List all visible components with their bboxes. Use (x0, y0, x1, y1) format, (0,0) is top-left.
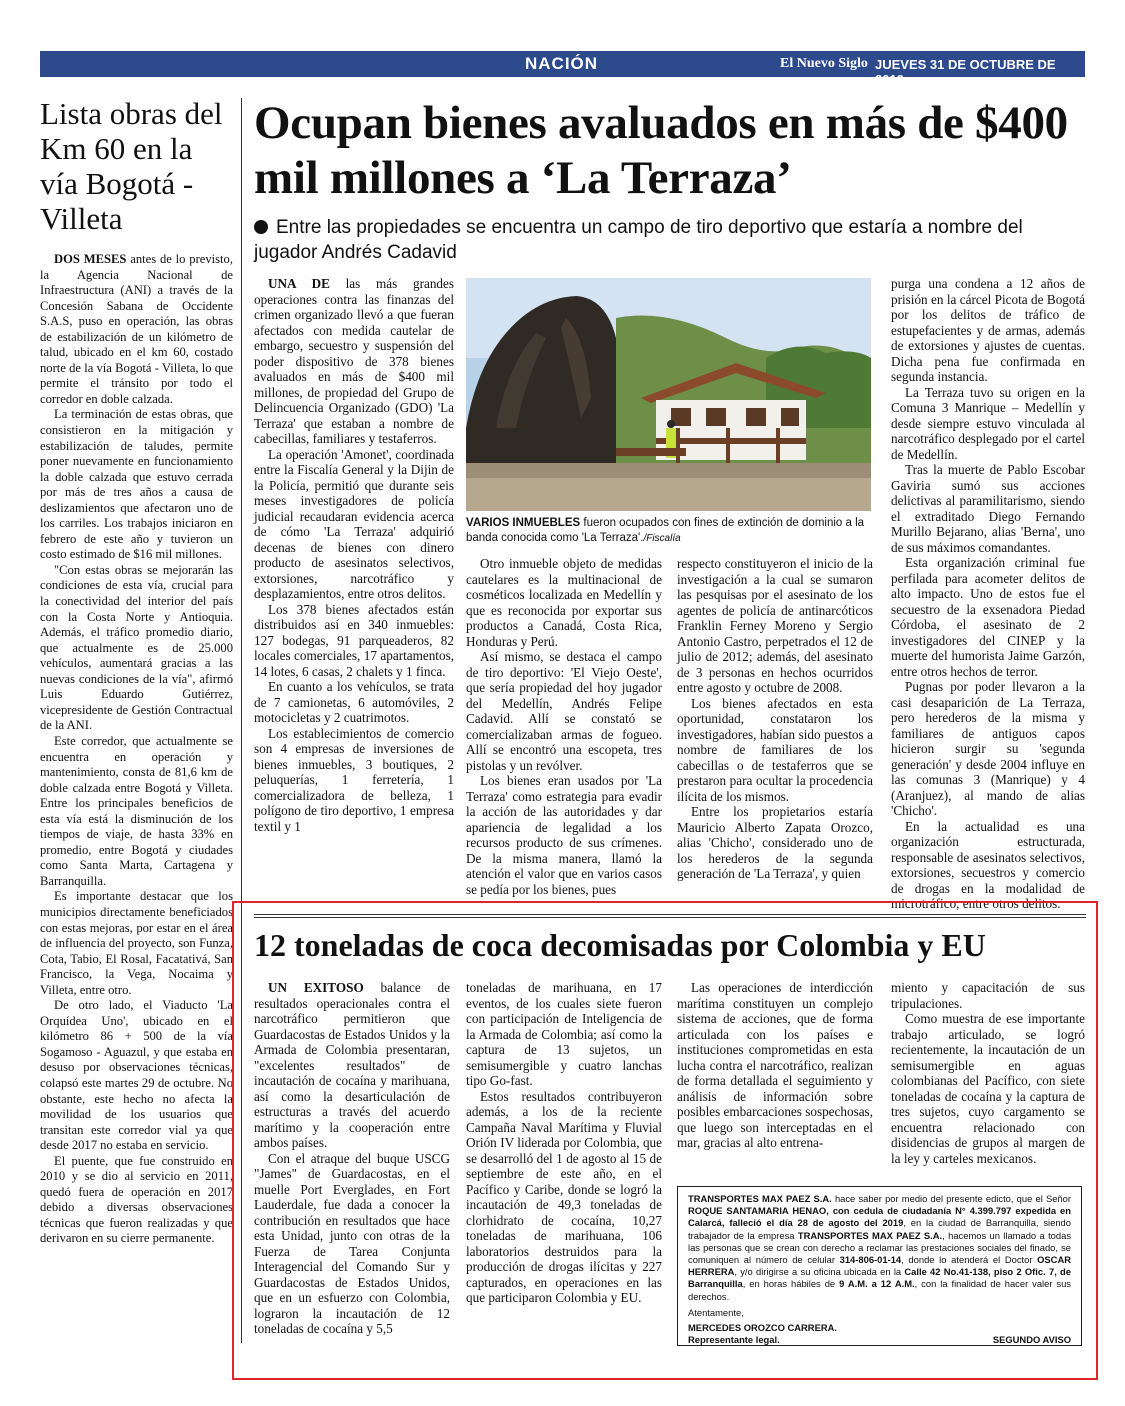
main-column-3 (677, 556, 873, 882)
bullet-icon (254, 220, 268, 234)
sidebar-paragraph: El puente, que fue construido en 2010 y se dio al servicio en 2011, quedó fuera de operación en 2017 debido a diversas observaciones técnicas que fueron realizadas y que derivaron en su cierre permanente. (40, 1153, 233, 1246)
main-lead: UNA DE (268, 276, 330, 291)
photo-caption (466, 516, 871, 546)
main-paragraph: La Terraza tuvo su origen en la Comuna 3 Manrique – Medellín y desde siempre estuvo vinculada al narcotráfico desplegado por el cartel de Medellín. (891, 384, 1085, 462)
bottom-column-4 (891, 980, 1085, 1166)
main-paragraph: La operación 'Amonet', coordinada entre la Fiscalía General y la Dijin de la Policía, permitió que durante seis meses investigadores de policía judicial recaudaran evidencia acerca de cómo 'La Terraza' adquirió decenas de bienes con dinero producto de asesinatos selectivos, extorsiones, narcotráfico y desplazamientos, entre otros delitos. (254, 446, 454, 601)
main-paragraph: purga una condena a 12 años de prisión en la cárcel Picota de Bogotá por los delitos de tráfico de estupefacientes y de armas, además de extorsiones y ajustes de cuentas. Dicha pena fue confirmada en segunda instancia. (891, 276, 1085, 384)
main-paragraph: Los bienes afectados en esta oportunidad, constataron los investigadores, habían sido puestos a nombre de familiares de los cabecillas o de testaferros que se prestaron para ocultar la procedencia ilícita de los mismos. (677, 695, 873, 804)
notice-person: ROQUE SANTAMARIA HENAO (688, 1205, 827, 1217)
article-photo (466, 278, 871, 511)
notice-text: , hacemos un llamado a todas las personas que se crean con derecho a reclamar las prestaciones sociales del finado, se comuniquen al número de celular (688, 1229, 1072, 1266)
house-rock-photo (466, 278, 871, 511)
section-name: NACIÓN (525, 54, 599, 73)
notice-footer (688, 1334, 1071, 1346)
publication-name: El Nuevo Siglo (780, 56, 868, 71)
sidebar-paragraph: antes de lo previsto, la Agencia Nacional de Infraestructura (ANI) a través de la Concesión Sabana de Occidente S.A.S, puso en operación, las obras de estabilización de un kilómetro de talud, ubicado en el km 60, costado norte de la vía Bogotá - Villeta, lo que permite el tránsito por todo el corredor en doble calzada. (40, 252, 233, 406)
notice-text: , en la ciudad de Barranquilla, siendo trabajador de la empresa (688, 1217, 1071, 1241)
main-paragraph: Los establecimientos de comercio son 4 empresas de inversiones de bienes inmuebles, 3 boutiques, 2 peluquerías, 1 ferretería, 1 comercializadora de belleza, 1 polígono de tiro deportivo, 1 empresa textil y 1 (254, 725, 454, 834)
bottom-paragraph: balance de resultados operacionales contra el narcotráfico permitieron que Guardacostas de Estados Unidos y la Armada de Colombia presentaran, "excelentes resultados" de incautación de cocaína y marihuana, así como la desarticulación de estructuras a través del acuerdo marítimo y la cooperación entre ambos países. (254, 980, 451, 1150)
notice-text: , con la finalidad de hacer valer sus derechos. (688, 1278, 1071, 1302)
main-paragraph: Los 378 bienes afectados están distribuidos así en 340 inmuebles: 127 bodegas, 91 parqueaderos, 82 locales comerciales, 17 apartamentos, 14 lotes, 6 casas, 2 chalets y 1 finca. (254, 601, 454, 679)
main-column-4 (891, 276, 1085, 912)
bottom-column-1 (254, 980, 450, 1337)
main-paragraph: las más grandes operaciones contra las finanzas del crimen organizado llevó a que fueran afectados con medida cautelar de embargo, secuestro y suspensión del poder dispositivo de 378 bienes avaluados en más de $400 mil millones, de propiedad del Grupo de Delincuencia Organizado (GDO) 'La Terraza' que estaban a nombre de cabecillas, familiares y testaferros. (254, 276, 455, 446)
photo-credit: /Fiscalía (643, 533, 681, 544)
caption-lead: VARIOS INMUEBLES (466, 517, 581, 529)
main-paragraph: respecto constituyeron el inicio de la investigación a la cual se sumaron las pesquisas por el asesinato de los agentes de policía de antinarcóticos Franklin Ferney Moreno y Sergio Antonio Castro, perpetrados el 12 de julio de 2012; además, del asesinato de 3 personas en hechos ocurridos entre agosto y octubre de 2008. (677, 556, 873, 695)
bottom-column-3 (677, 980, 873, 1151)
bottom-paragraph: miento y capacitación de sus tripulaciones. (891, 980, 1085, 1011)
notice-company: TRANSPORTES MAX PAEZ S.A. (797, 1229, 943, 1241)
main-column-1 (254, 276, 454, 834)
notice-address: Calle 42 No.41-138, piso 2 Ofic. 7, de Barranquilla (688, 1266, 1071, 1290)
bottom-lead: UN EXITOSO (268, 980, 364, 995)
main-paragraph: Entre los propietarios estaría Mauricio Alberto Zapata Orozco, alias 'Chicho', considerado uno de los herederos de la segunda generación de 'La Terraza', y quien (677, 804, 873, 881)
sidebar-paragraph: Este corredor, que actualmente se encuentra en operación y mantenimiento, consta de 81,6 km de doble calzada entre Bogotá y Villeta. Entre los principales beneficios de esta vía está la disminución de los tiempos de viaje, de hasta 33% en promedio, entre Bogotá y ciudades como Santa Marta, Cartagena y Barranquilla. (40, 733, 233, 888)
notice-phone: 314-806-01-14 (839, 1254, 902, 1266)
bottom-paragraph: Con el atraque del buque USCG "James" de Guardacostas, en el muelle Port Everglades, en Fort Lauderdale, fue dada a conocer la contribución en resultados que hace esta Unidad, junto con otras de la Fuerza de Tarea Conjunta Interagencial del Comando Sur y Guardacostas de Estados Unidos, que en un esfuerzo con Colombia, lograron la incautación de 12 toneladas de cocaína y 5,5 (254, 1150, 450, 1336)
main-paragraph: Esta organización criminal fue perfilada para acometer delitos de alto impacto. Uno de estos fue el secuestro de la exsenadora Piedad Córdoba, el asesinato de 2 investigadores del CINEP y la muerte del humorista Jaime Garzón, entre otros hechos de terror. (891, 555, 1085, 679)
main-paragraph: Los bienes eran usados por 'La Terraza' como estrategia para evadir la acción de las autoridades y dar apariencia de legalidad a los recursos producto de sus crímenes. De la misma manera, llamó la atención el valor que en varios casos se pedía por los bienes, pues (466, 773, 662, 897)
notice-text: , donde lo atenderá el Doctor (901, 1254, 1033, 1266)
main-paragraph: Pugnas por poder llevaron a la casi desaparición de La Terraza, pero herederos de la misma y familiares de antiguos capos hicieron surgir su 'segunda generación' y desde 2004 influye en las comunas 3 (Manrique) y 4 (Aranjuez), al mando de alias 'Chicho'. (891, 679, 1085, 818)
signer-name: MERCEDES OROZCO CARRERA. (688, 1322, 837, 1334)
sidebar-paragraph: De otro lado, el Viaducto 'La Orquídea Uno', ubicado en el kilómetro 86 + 500 de la vía Sogamoso - Aguazul, y que estaba en desuso por observaciones técnicas, colapsó este martes 29 de octubre. No obstante, este hecho no afecta la movilidad de los usuarios que transitan este corredor vial ya que desde 2017 no estaba en servicio. (40, 998, 233, 1153)
caption-text: fueron ocupados con fines de extinción de dominio a la banda conocida como 'La Terraza'. (466, 517, 865, 544)
main-paragraph: Tras la muerte de Pablo Escobar Gaviria sumó sus acciones delictivas al paramilitarismo, siendo el extraditado Diego Fernando Murillo Bejarano, alias 'Berna', uno de sus máximos comandantes. (891, 462, 1085, 555)
main-paragraph: En cuanto a los vehículos, se trata de 7 camionetas, 6 automóviles, 2 motocicletas y 2 cuatrimotos. (254, 679, 454, 725)
main-paragraph: Otro inmueble objeto de medidas cautelares es la multinacional de cosméticos localizada en Medellín y que es reconocida por exportar sus productos a Canadá, Costa Rica, Honduras y Perú. (466, 556, 662, 649)
notice-company: TRANSPORTES MAX PAEZ S.A. (688, 1193, 832, 1204)
notice-hours: 9 A.M. a 12 A.M. (839, 1278, 915, 1290)
page-number: 9B (1092, 54, 1114, 73)
notice-text: , y/o dirigirse a su oficina ubicada en la (734, 1266, 902, 1278)
bottom-column-2 (466, 980, 662, 1306)
bottom-paragraph: Estos resultados contribuyeron además, a los de la reciente Campaña Naval Marítima y Fluvial Orión IV liderada por Colombia, que se desarrolló del 1 de agosto al 15 de septiembre de este año, en el Pacífico y Caribe, donde se logró la incautación de 49,3 toneladas de clorhidrato de cocaína, 10,27 toneladas de marihuana, 106 laboratorios destruidos para la producción de drogas ilícitas y 227 capturados, en operaciones en las que participaron Colombia y EU. (466, 1088, 662, 1305)
notice-closing: Atentamente, (688, 1306, 744, 1318)
notice-signer (688, 1322, 1071, 1334)
sidebar-lead: DOS MESES (54, 252, 127, 266)
main-paragraph: Así mismo, se destaca el campo de tiro deportivo: 'El Viejo Oeste', que sería propiedad del hoy jugador del Medellín, Andrés Felipe Cadavid. Allí se constató se comercializaban armas de fogueo. Allí se encontró una escopeta, tres pistolas y un revólver. (466, 649, 662, 773)
page-header-bar (40, 51, 1114, 87)
signer-role: Representante legal. (688, 1334, 780, 1346)
main-headline: Ocupan bienes avaluados en más de $400 mil millones a ‘La Terraza’ (254, 97, 1068, 204)
bottom-paragraph: toneladas de marihuana, en 17 eventos, de los cuales siete fueron con participación de Inteligencia de la Armada de Colombia; así como la captura de 13 sujetos, un semisumergible y cuatro lanchas tipo Go-fast. (466, 980, 662, 1088)
notice-text: , en horas hábiles de (742, 1278, 836, 1290)
notice-text: hace saber por medio del presente edicto, que el Señor (834, 1193, 1071, 1204)
bottom-paragraph: Como muestra de ese importante trabajo articulado, se logró recientemente, la incautación de un semisumergible en aguas colombianas del Pacífico, con siete toneladas de cocaína y la captura de tres sujetos, cuyo cargamento se encuentra relacionado con disidencias de grupos al margen de la ley y carteles mexicanos. (891, 1011, 1085, 1166)
bottom-paragraph: Las operaciones de interdicción marítima constituyen un complejo sistema de acciones, que de forma articulada con los países e instituciones comprometidas en esta lucha contra el narcotráfico, realizan de forma detallada el seguimiento y análisis de información sobre posibles embarcaciones sospechosas, que luego son interceptadas en el mar, gracias al alto entrena- (677, 980, 873, 1150)
sidebar-paragraph: "Con estas obras se mejorarán las condiciones de esta vía, crucial para la conectividad del interior del país con la Costa Norte y Antioquia. Además, el tráfico promedio diario, que actualmente es de 25.000 vehículos, aumentará gracias a las nuevas condiciones de la vía", afirmó Luis Eduardo Gutiérrez, vicepresidente de Gestión Contractual de la ANI. (40, 562, 233, 733)
legal-notice (677, 1186, 1082, 1346)
story-separator (254, 914, 1086, 918)
subhead-text: Entre las propiedades se encuentra un campo de tiro deportivo que estaría a nombre del jugador Andrés Cadavid (254, 217, 1023, 263)
main-subhead (254, 215, 1084, 265)
sidebar-article-body (40, 252, 233, 1247)
sidebar-headline: Lista obras del Km 60 en la vía Bogotá - Villeta (40, 96, 223, 236)
issue-date: JUEVES 31 DE OCTUBRE DE 2019 (875, 57, 1056, 87)
notice-text: , con cedula de ciudadanía N° 4.399.797 expedida en Calarcá, falleció el día 28 de agosto del 2019 (688, 1205, 1072, 1229)
notice-body (688, 1193, 1071, 1303)
sidebar-paragraph: Es importante destacar que los municipios directamente beneficiados con estas mejoras, por estar en el área de influencia del proyecto, son Funza, Cota, Tabio, El Rosal, Facatativá, San Francisco, la Vega, Nocaima y Villeta, entre otro. (40, 889, 233, 997)
notice-label: SEGUNDO AVISO (992, 1334, 1071, 1346)
sidebar-paragraph: La terminación de estas obras, que consistieron en la mitigación y estabilización de taludes, permite poner nuevamente en funcionamiento la doble calzada que estuvo cerrada por más de tres años a causa de deslizamientos que afectaron uno de los carriles. Los trabajos iniciaron en febrero de este año y tuvieron un costo estimado de $16 mil millones. (40, 407, 233, 562)
notice-doctor: OSCAR HERRERA (688, 1254, 1071, 1278)
main-column-2 (466, 556, 662, 897)
main-paragraph: En la actualidad es una organización estructurada, responsable de asesinatos selectivos, extorsiones, secuestros y comercio de drogas en la modalidad de microtráfico, entre otros delitos. (891, 818, 1085, 911)
bottom-headline: 12 toneladas de coca decomisadas por Colombia y EU (254, 927, 986, 963)
